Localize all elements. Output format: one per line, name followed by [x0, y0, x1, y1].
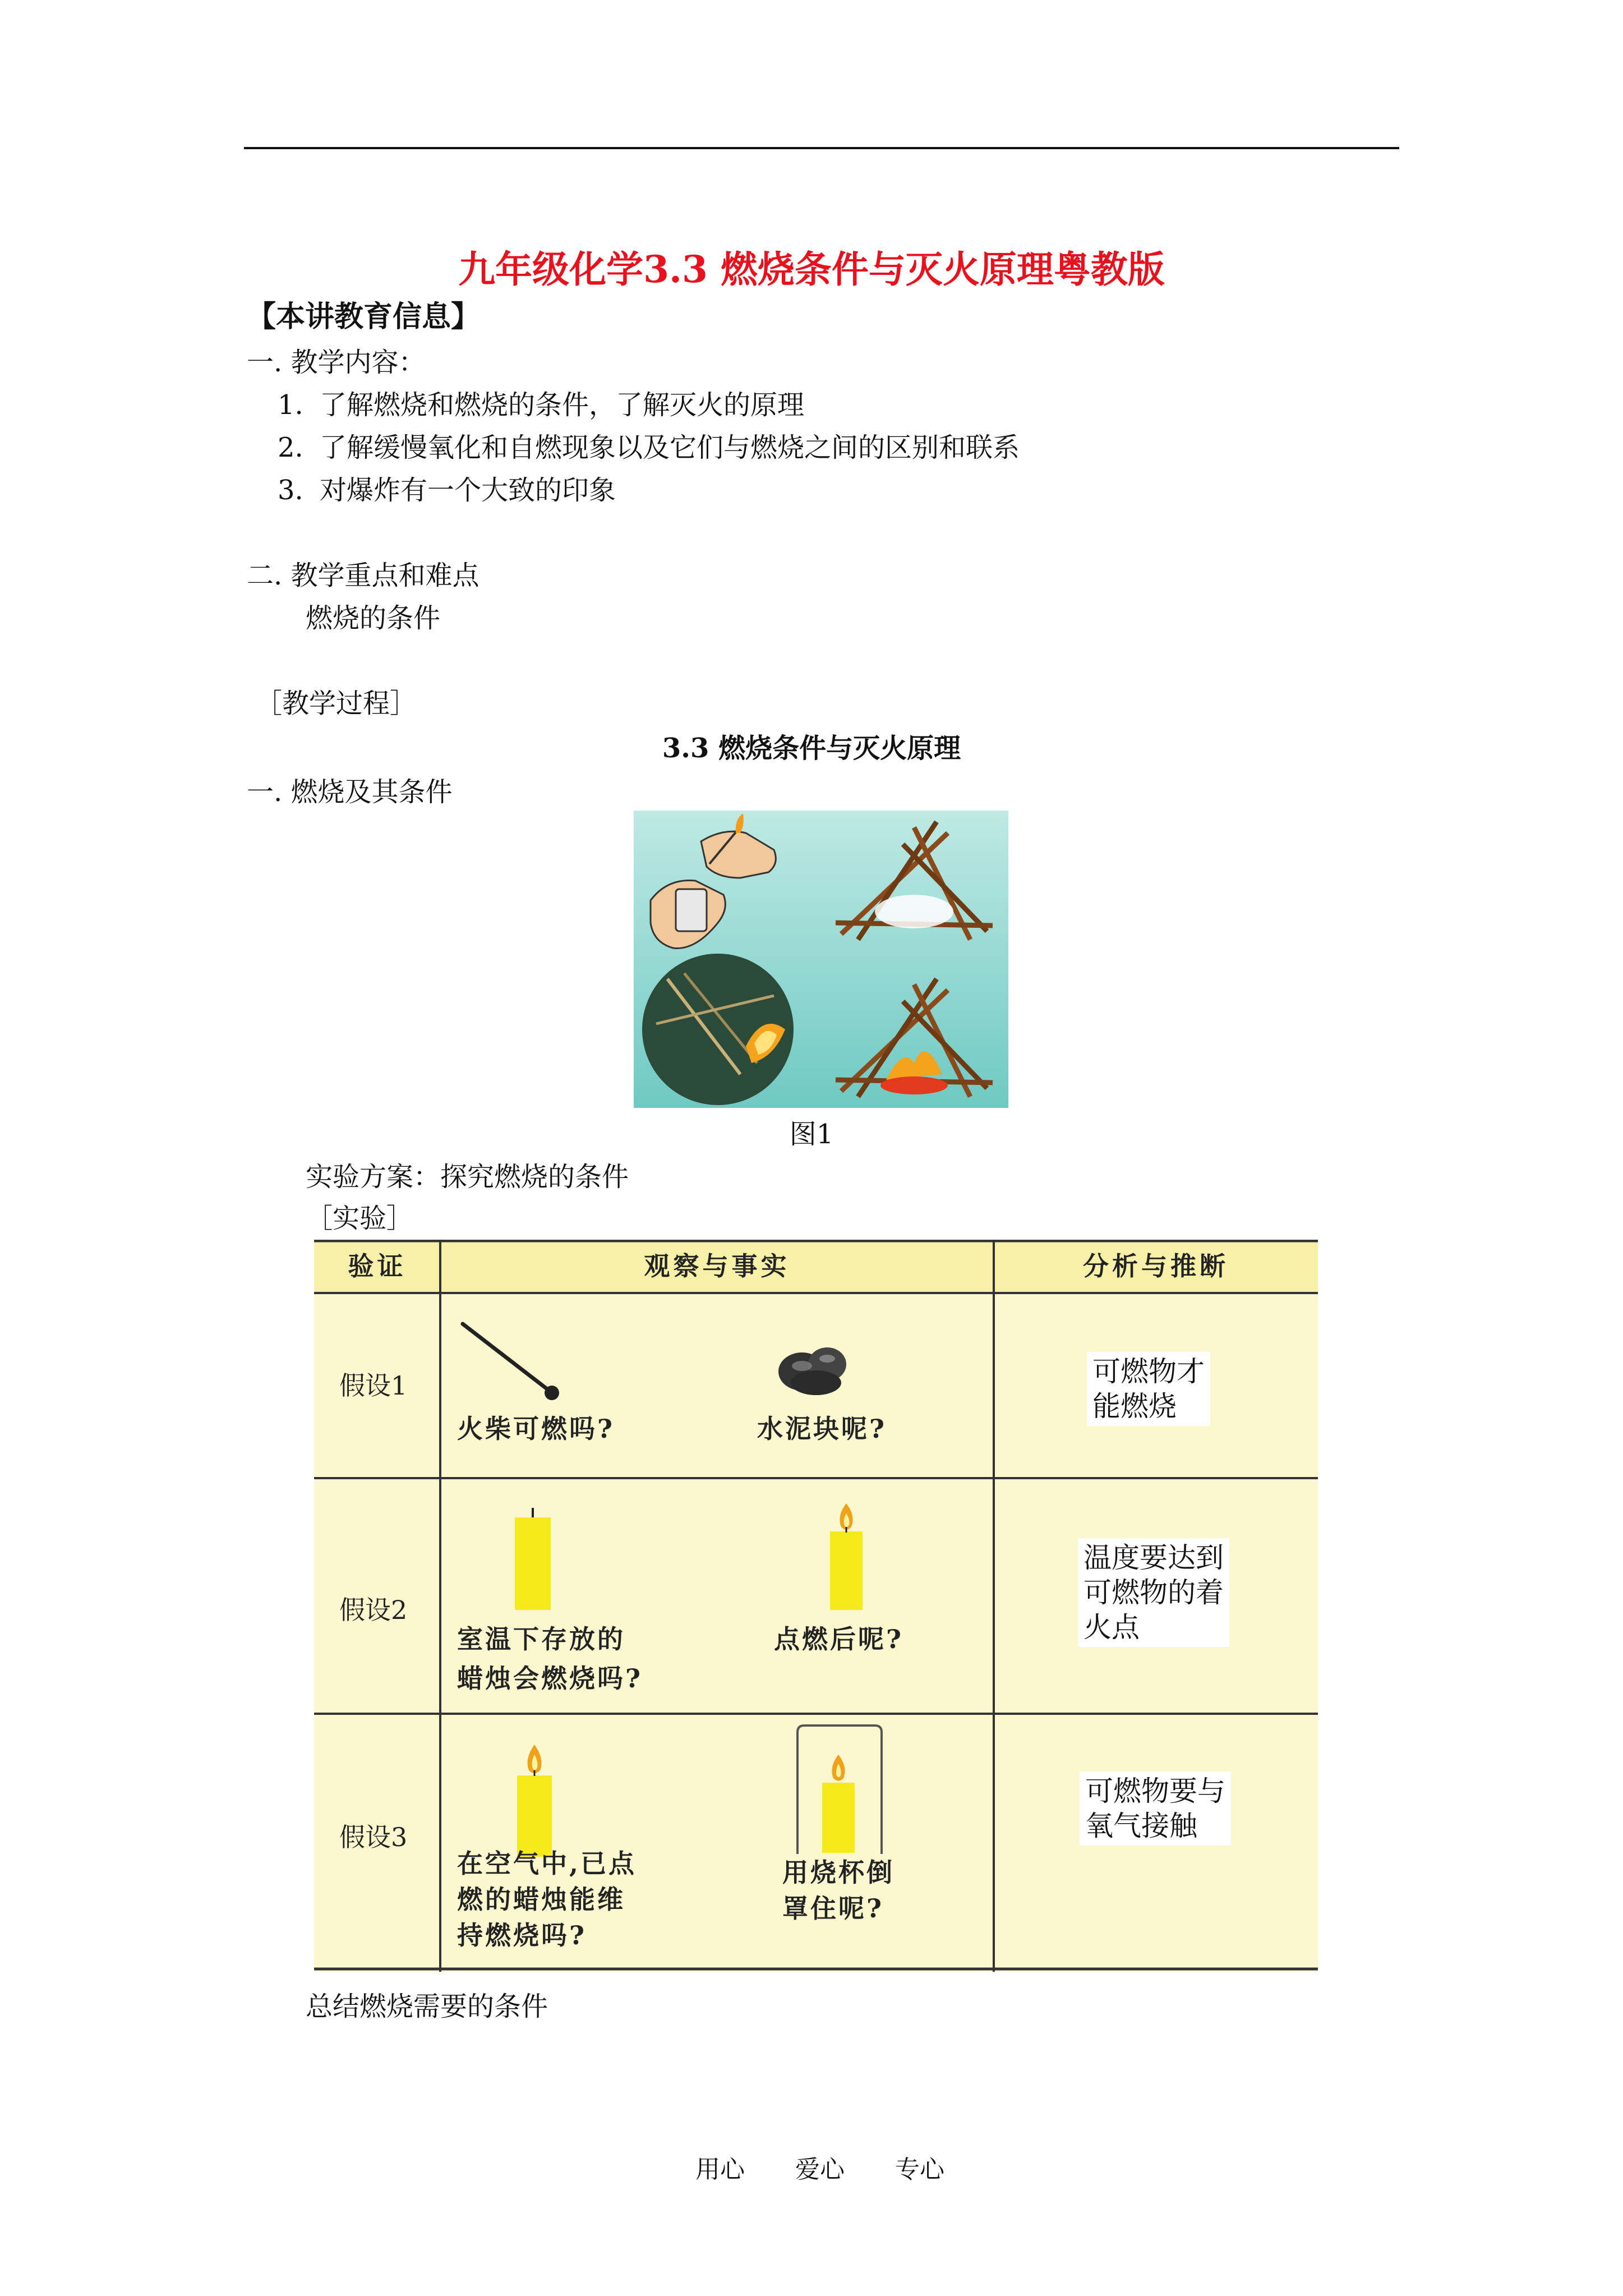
- caption-candle-in-air: 持燃烧吗?: [457, 1920, 587, 1950]
- unlit-candle-icon: [515, 1508, 551, 1610]
- list-item-number: 1.: [278, 389, 303, 421]
- list-item: 对爆炸有一个大致的印象: [320, 475, 616, 506]
- row-label-hypothesis-1: 假设1: [339, 1370, 408, 1401]
- experiment-table: [314, 1240, 1318, 1972]
- header-analysis: 分析与推断: [1083, 1251, 1229, 1281]
- candle-under-beaker-icon: [797, 1726, 882, 1854]
- analysis-box-3: [1080, 1772, 1231, 1846]
- header-verify: 验证: [348, 1251, 407, 1281]
- caption-candle-in-air: 燃的蜡烛能维: [457, 1884, 625, 1915]
- section-info-heading: 【本讲教育信息】: [247, 300, 481, 334]
- figure-caption: 图1: [789, 1119, 834, 1150]
- list-item: 了解燃烧和燃烧的条件，了解灭火的原理: [320, 389, 805, 421]
- footer-text: 专心: [895, 2155, 944, 2184]
- list-item: 了解缓慢氧化和自燃现象以及它们与燃烧之间的区别和联系: [320, 432, 1020, 463]
- row-label-hypothesis-3: 假设3: [339, 1822, 408, 1852]
- section1-heading: 一. 燃烧及其条件: [247, 776, 453, 808]
- analysis-line: 可燃物才: [1092, 1355, 1205, 1388]
- caption-room-temp-candle: 蜡烛会燃烧吗?: [457, 1663, 643, 1694]
- cement-block-icon: [778, 1347, 846, 1395]
- figure-1-illustration: [634, 811, 1008, 1108]
- list-item-number: 2.: [278, 432, 303, 463]
- caption-after-lighting: 点燃后呢?: [774, 1624, 903, 1654]
- caption-beaker-cover: 罩住呢?: [782, 1893, 884, 1924]
- figure-1-image: [634, 811, 1008, 1108]
- caption-cement: 水泥块呢?: [757, 1414, 887, 1444]
- burning-sticks-photo-icon: [642, 954, 794, 1105]
- analysis-box-2: [1078, 1538, 1229, 1647]
- part2-heading: 二. 教学重点和难点: [247, 560, 479, 591]
- analysis-line: 可燃物的着: [1083, 1576, 1224, 1609]
- subtitle: 3.3 燃烧条件与灭火原理: [662, 733, 961, 764]
- document-title: 九年级化学3.3 燃烧条件与灭火原理粤教版: [458, 247, 1165, 291]
- analysis-line: 火点: [1083, 1611, 1140, 1644]
- caption-room-temp-candle: 室温下存放的: [457, 1624, 625, 1654]
- footer-text: 爱心: [795, 2155, 845, 2184]
- match-icon: [463, 1324, 559, 1400]
- experiment-label: ［实验］: [306, 1203, 414, 1234]
- part2-text: 燃烧的条件: [306, 602, 441, 634]
- caption-match: 火柴可燃吗?: [457, 1414, 615, 1444]
- process-label: ［教学过程］: [255, 688, 417, 719]
- analysis-line: 能燃烧: [1092, 1390, 1177, 1423]
- plan-text: 实验方案：探究燃烧的条件: [306, 1161, 629, 1193]
- analysis-line: 可燃物要与: [1085, 1775, 1225, 1807]
- analysis-box-1: [1087, 1352, 1210, 1426]
- summary-text: 总结燃烧需要的条件: [306, 1991, 548, 2022]
- header-rule: [244, 147, 1399, 149]
- part1-heading: 一. 教学内容：: [247, 347, 426, 378]
- footer-text: 用心: [695, 2155, 745, 2184]
- list-item-number: 3.: [278, 475, 303, 506]
- caption-beaker-cover: 用烧杯倒: [782, 1857, 895, 1888]
- lit-candle-in-air-icon: [517, 1745, 552, 1857]
- caption-candle-in-air: 在空气中,已点: [457, 1848, 637, 1879]
- header-observation: 观察与事实: [644, 1251, 790, 1281]
- row-label-hypothesis-2: 假设2: [339, 1595, 408, 1625]
- analysis-line: 温度要达到: [1083, 1542, 1224, 1574]
- analysis-line: 氧气接触: [1085, 1810, 1197, 1842]
- lit-candle-icon: [830, 1503, 863, 1610]
